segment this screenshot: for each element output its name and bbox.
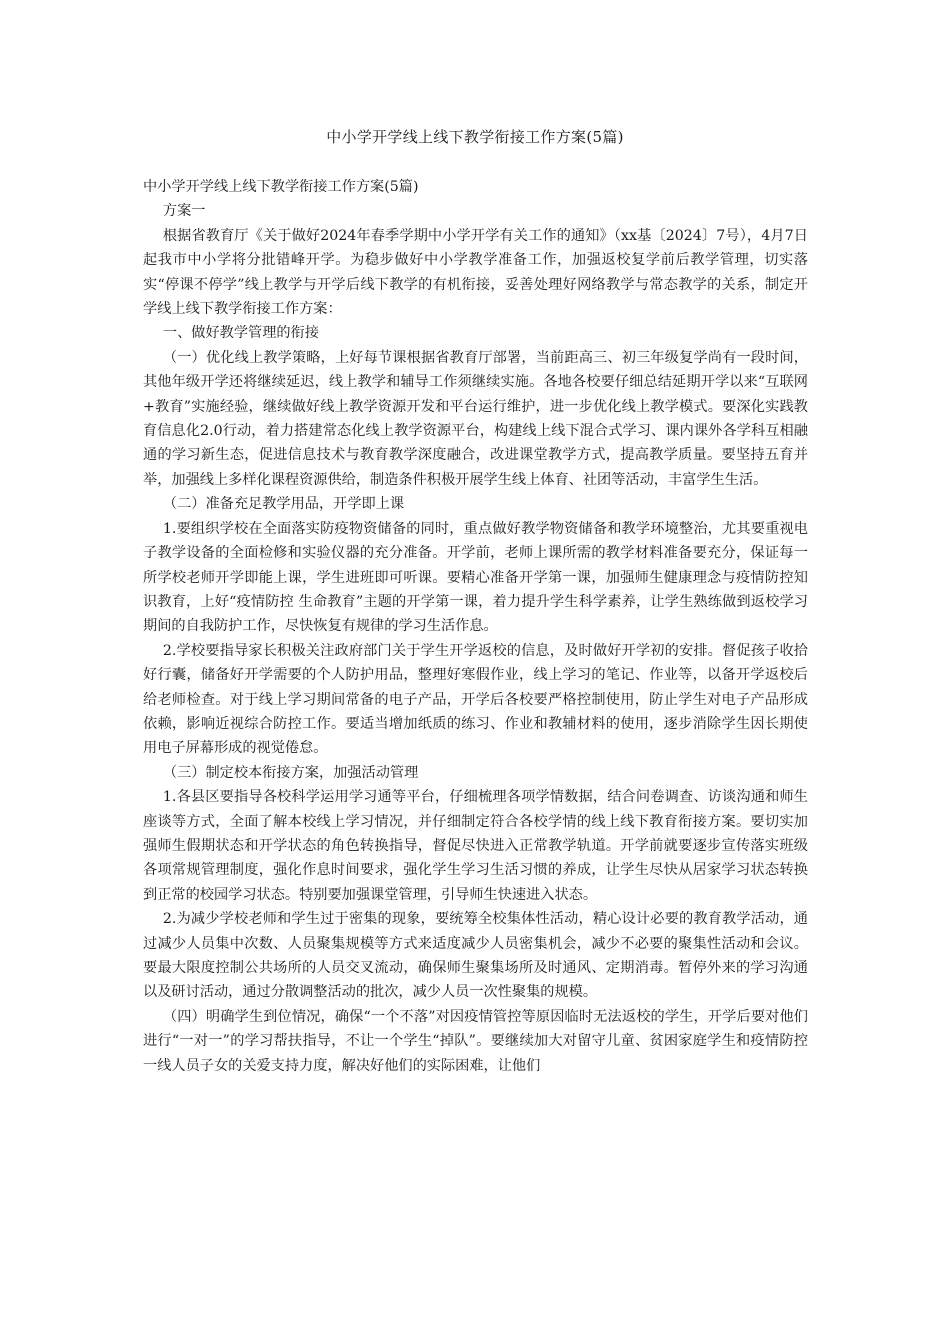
- subsection-heading-3: （三）制定校本衔接方案，加强活动管理: [162, 764, 419, 781]
- paragraph-3-2: 2.为减少学校老师和学生过于密集的现象，要统筹全校集体性活动，精心设计必要的教育教学活动，通过减少人员集中次数、人员聚集规模等方式来适度减少人员密集机会，减少不必要的聚集性活动和会议。要最大限度控制公共场所的人员交叉流动，确保师生聚集场所及时通风、定期消毒。暂停外来的学习沟通以及研讨活动，通过分散调整活动的批次，减少人员一次性聚集的规模。: [143, 911, 808, 1001]
- paragraph-plan-label: 方案一: [162, 203, 206, 220]
- document-body: [143, 175, 808, 1078]
- paragraph-4: （四）明确学生到位情况，确保“一个不落”对因疫情管控等原因临时无法返校的学生，开学后要对他们进行“一对一”的学习帮扶指导，不让一个学生“掉队”。要继续加大对留守儿童、贫困家庭学生和疫情防控一线人员子女的关爱支持力度，解决好他们的实际困难，让他们: [143, 1008, 808, 1074]
- paragraph-1: （一）优化线上教学策略，上好每节课根据省教育厅部署，当前距高三、初三年级复学尚有一段时间，其他年级开学还将继续延迟，线上教学和辅导工作须继续实施。各地各校要仔细总结延期开学以来“互联网+教育”实施经验，继续做好线上教学资源开发和平台运行维护，进一步优化线上教学模式。要深化实践教育信息化2.0行动，着力搭建常态化线上教学资源平台，构建线上线下混合式学习、课内课外各学科互相融通的学习新生态，促进信息技术与教育教学深度融合，改进课堂教学方式，提高教学质量。要坚持五育并举，加强线上多样化课程资源供给，制造条件积极开展学生线上体育、社团等活动，丰富学生生活。: [143, 349, 808, 488]
- paragraph-intro: 根据省教育厅《关于做好2024年春季学期中小学开学有关工作的通知》（xx基〔2024〕7号），4月7日起我市中小学将分批错峰开学。为稳步做好中小学教学准备工作，加强返校复学前后教学管理，切实落实“停课不停学”线上教学与开学后线下教学的有机衔接，妥善处理好网络教学与常态教学的关系，制定开学线上线下教学衔接工作方案：: [143, 227, 808, 318]
- paragraph-3-1: 1.各县区要指导各校科学运用学习通等平台，仔细梳理各项学情数据，结合问卷调查、访谈沟通和师生座谈等方式，全面了解本校线上学习情况，并仔细制定符合各校学情的线上线下教育衔接方案。要切实加强师生假期状态和开学状态的角色转换指导，督促尽快进入正常教学轨道。开学前就要逐步宣传落实班级各项常规管理制度，强化作息时间要求，强化学生学习生活习惯的养成，让学生尽快从居家学习状态转换到正常的校园学习状态。特别要加强课堂管理，引导师生快速进入状态。: [143, 789, 808, 903]
- paragraph-2-2: 2.学校要指导家长积极关注政府部门关于学生开学返校的信息，及时做好开学初的安排。督促孩子收拾好行囊，储备好开学需要的个人防护用品，整理好寒假作业，线上学习的笔记、作业等，以备开学返校后给老师检查。对于线上学习期间常备的电子产品，开学后各校要严格控制使用，防止学生对电子产品形成依赖，影响近视综合防控工作。要适当增加纸质的练习、作业和教辅材料的使用，逐步消除学生因长期使用电子屏幕形成的视觉倦怠。: [143, 642, 808, 757]
- paragraph-heading: 中小学开学线上线下教学衔接工作方案(5篇): [143, 179, 419, 195]
- paragraph-2-1: 1.要组织学校在全面落实防疫物资储备的同时，重点做好教学物资储备和教学环境整治，尤其要重视电子教学设备的全面检修和实验仪器的充分准备。开学前，老师上课所需的教学材料准备要充分，保证每一所学校老师开学即能上课，学生进班即可听课。要精心准备开学第一课，加强师生健康理念与疫情防控知识教育，上好“疫情防控 生命教育”主题的开学第一课，着力提升学生科学素养，让学生熟练做到返校学习期间的自我防护工作，尽快恢复有规律的学习生活作息。: [143, 520, 808, 635]
- document-title: 中小学开学线上线下教学衔接工作方案(5篇): [326, 128, 624, 146]
- subsection-heading-2: （二）准备充足教学用品，开学即上课: [162, 496, 405, 513]
- section-heading-1: 一、做好教学管理的衔接: [162, 325, 319, 342]
